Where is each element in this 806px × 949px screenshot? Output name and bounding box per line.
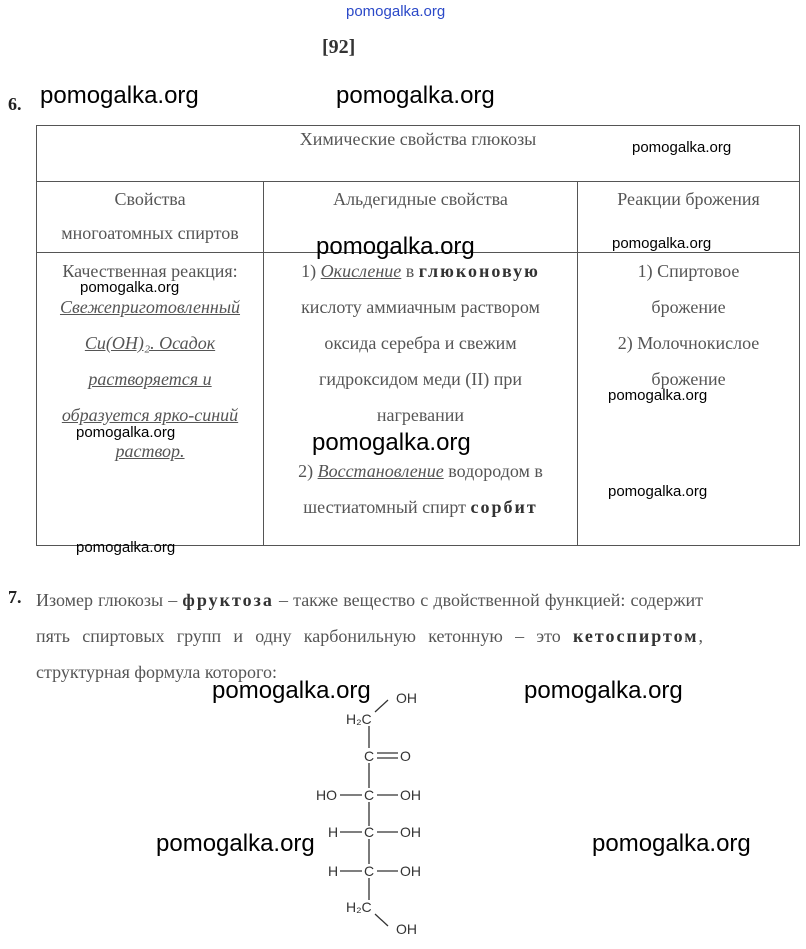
watermark: pomogalka.org bbox=[316, 233, 475, 260]
item2-term: Восстановление bbox=[317, 461, 444, 481]
watermark: pomogalka.org bbox=[312, 429, 471, 456]
aldehyde-line: оксида серебра и свежим bbox=[324, 333, 517, 353]
item1-number: 1) bbox=[301, 261, 317, 281]
watermark-top[interactable]: pomogalka.org bbox=[346, 3, 446, 20]
header-polyol-line2: многоатомных спиртов bbox=[61, 223, 239, 243]
polyol-lead: Качественная реакция: bbox=[62, 261, 238, 281]
atom-c4: C bbox=[364, 824, 375, 840]
polyol-line: образуется ярко-синий bbox=[61, 405, 239, 425]
polyol-line: Свежеприготовленный bbox=[59, 297, 241, 317]
atom-h-c4: H bbox=[328, 824, 339, 840]
watermark: pomogalka.org bbox=[608, 483, 708, 500]
question-6-number: 6. bbox=[8, 94, 22, 114]
aldehyde-item2 bbox=[268, 453, 573, 489]
page-number: [92] bbox=[322, 36, 356, 58]
item1-product: глюконовую bbox=[418, 261, 540, 281]
header-aldehyde-text: Альдегидные свойства bbox=[333, 189, 508, 209]
fermentation-line: 1) Спиртовое bbox=[637, 261, 740, 281]
polyol-line: Cu(OH)₂. Осадок bbox=[84, 333, 216, 353]
aldehyde-line: кислоту аммиачным раствором bbox=[301, 297, 540, 317]
atom-c2: C bbox=[364, 748, 375, 764]
header-polyol bbox=[37, 182, 264, 253]
q7-part2: – также вещество с двойственной функцией: содержит пять спиртовых групп и одну карбонильную кетонную – это bbox=[36, 590, 704, 646]
question-7-number: 7. bbox=[8, 587, 22, 607]
watermark: pomogalka.org bbox=[212, 677, 371, 704]
polyol-line: раствор. bbox=[115, 441, 185, 461]
watermark: pomogalka.org bbox=[592, 830, 751, 857]
item1-term: Окисление bbox=[320, 261, 402, 281]
header-fermentation-text: Реакции брожения bbox=[617, 189, 760, 209]
atom-h2c-bottom: H₂C bbox=[346, 899, 372, 915]
fermentation-line: брожение bbox=[651, 297, 726, 317]
watermark: pomogalka.org bbox=[76, 539, 176, 556]
fructose-structural-formula bbox=[300, 686, 460, 941]
aldehyde-line: гидроксидом меди (II) при bbox=[319, 369, 522, 389]
watermark: pomogalka.org bbox=[156, 830, 315, 857]
item2-rest: водородом в bbox=[448, 461, 543, 481]
watermark: pomogalka.org bbox=[612, 235, 712, 252]
watermark: pomogalka.org bbox=[632, 139, 732, 156]
item1-prep: в bbox=[405, 261, 415, 281]
watermark: pomogalka.org bbox=[524, 677, 683, 704]
header-polyol-line1: Свойства bbox=[114, 189, 186, 209]
polyol-line: растворяется и bbox=[88, 369, 212, 389]
table-title: Химические свойства глюкозы bbox=[299, 129, 537, 149]
item2-number: 2) bbox=[298, 461, 314, 481]
atom-oh-c4: OH bbox=[400, 824, 421, 840]
atom-o: O bbox=[400, 748, 411, 764]
aldehyde-line: нагревании bbox=[376, 405, 465, 425]
watermark: pomogalka.org bbox=[76, 424, 176, 441]
atom-h2c-top: H₂C bbox=[346, 711, 372, 727]
atom-oh-c3: OH bbox=[400, 787, 421, 803]
watermark: pomogalka.org bbox=[80, 279, 180, 296]
atom-h-c5: H bbox=[328, 863, 339, 879]
atom-ho-c3: HO bbox=[316, 787, 337, 803]
q7-part1: Изомер глюкозы – bbox=[36, 590, 178, 610]
q7-ketoalcohol: кетоспиртом bbox=[572, 626, 699, 646]
atom-oh-bottom: OH bbox=[396, 921, 417, 937]
bond bbox=[375, 700, 388, 712]
cell-aldehyde bbox=[264, 253, 578, 546]
q7-part3: , структурная формула которого: bbox=[36, 626, 704, 682]
item2-product: сорбит bbox=[470, 497, 538, 517]
question-7-text bbox=[36, 582, 703, 690]
bond bbox=[375, 914, 388, 926]
fermentation-line: брожение bbox=[651, 369, 726, 389]
formula-bonds bbox=[340, 700, 398, 926]
aldehyde-item2-line2 bbox=[268, 489, 573, 525]
watermark: pomogalka.org bbox=[336, 82, 495, 109]
cell-polyol bbox=[37, 253, 264, 546]
atom-c3: C bbox=[364, 787, 375, 803]
q7-fructose: фруктоза bbox=[182, 590, 274, 610]
atom-oh-top: OH bbox=[396, 690, 417, 706]
watermark: pomogalka.org bbox=[608, 387, 708, 404]
item2-line2-text: шестиатомный спирт bbox=[303, 497, 466, 517]
atom-c5: C bbox=[364, 863, 375, 879]
watermark: pomogalka.org bbox=[40, 82, 199, 109]
fermentation-line: 2) Молочнокислое bbox=[617, 333, 760, 353]
atom-oh-c5: OH bbox=[400, 863, 421, 879]
